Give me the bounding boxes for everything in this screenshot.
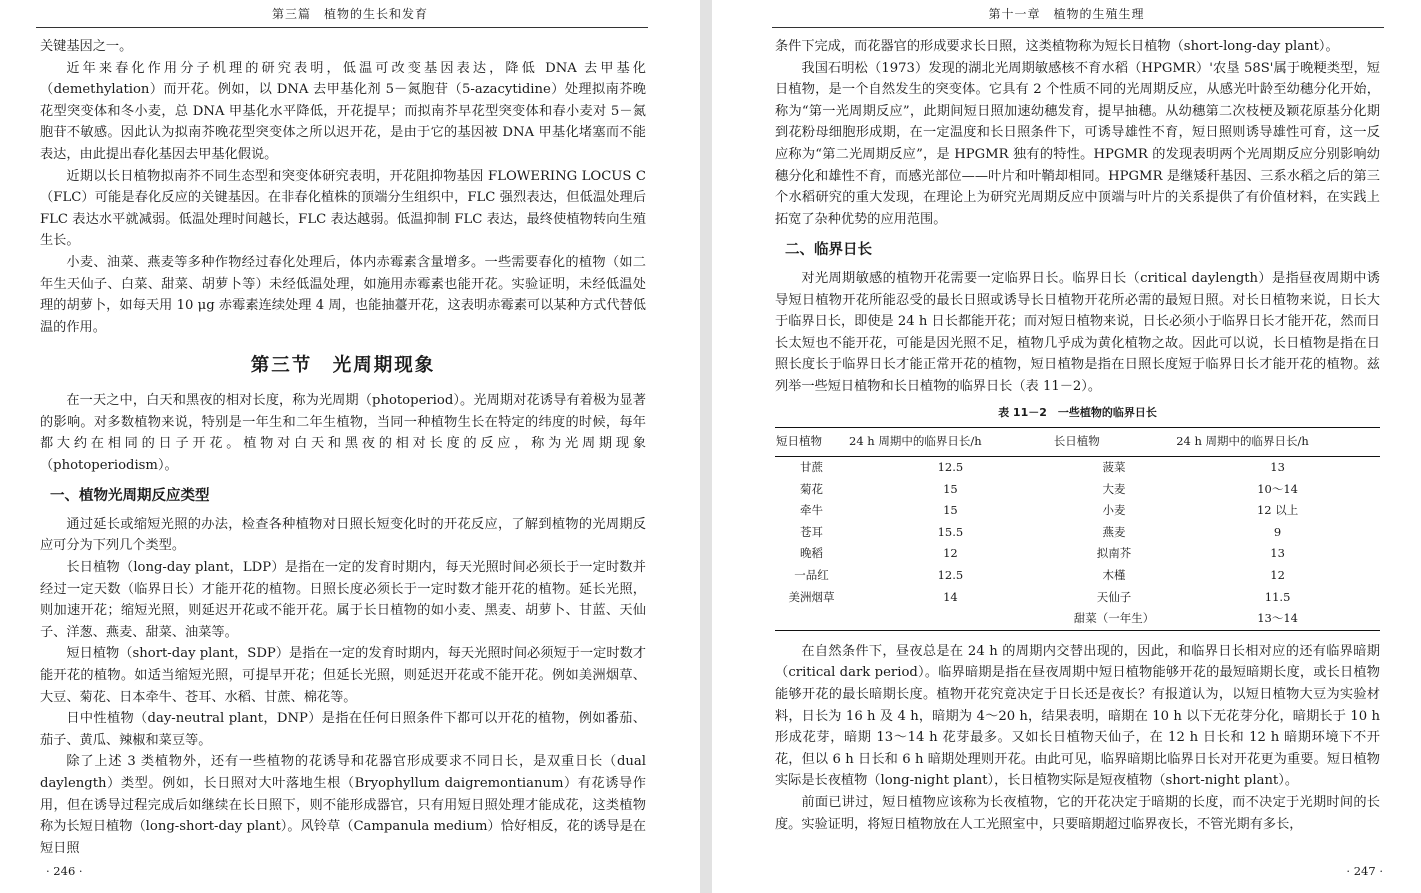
paragraph: 日中性植物（day-neutral plant，DNP）是指在任何日照条件下都可以开花的植物，例如番茄、茄子、黄瓜、辣椒和菜豆等。: [40, 711, 646, 748]
table-cell: 小麦: [1102, 503, 1126, 518]
column-header: 短日植物: [775, 428, 848, 457]
table-cell: 15: [943, 481, 958, 496]
table-cell: 拟南芥: [1096, 546, 1132, 561]
right-page: [712, 0, 1421, 893]
table-cell: 15.5: [937, 524, 964, 539]
table-cell: 12.5: [937, 460, 964, 475]
paragraph: 除了上述 3 类植物外，还有一些植物的花诱导和花器官形成要求不同日长，是双重日长（dual daylength）类型。例如，长日照对大叶落地生根（Bryophyllum daigremontianum）有花诱导作用，但在诱导过程完成后如继续在长日照下，则不能形成器官，只有用短日照处理才能成花，这类植物称为长短日植物（long-short-day plant）。风铃草（Campanula medium）恰好相反，花的诱导是在短日照: [40, 754, 646, 856]
running-header: 第三篇 植物的生长和发育: [271, 7, 428, 21]
header-rule: [772, 27, 1384, 28]
table-row: [775, 587, 1380, 609]
table-row: [775, 543, 1380, 565]
paragraph: 长日植物（long-day plant，LDP）是指在一定的发育时期内，每天光照时间必须长于一定时数并经过一定天数（临界日长）才能开花的植物。日照长度必须长于一定时数才能开花的植物。延长光照，则加速开花；缩短光照，则延迟开花或不能开花。属于长日植物的如小麦、黑麦、胡萝卜、甘蓝、天仙子、洋葱、燕麦、甜菜、油菜等。: [40, 560, 646, 640]
subsection-title: 一、植物光周期反应类型: [50, 488, 210, 505]
critical-daylength-table: [775, 427, 1380, 631]
table-cell: 14: [943, 589, 958, 604]
book-gutter: [700, 0, 712, 893]
table-cell: 12 以上: [1256, 503, 1299, 518]
paragraph: 小麦、油菜、燕麦等多种作物经过春化处理后，体内赤霉素含量增多。一些需要春化的植物（如二年生天仙子、白菜、甜菜、胡萝卜等）未经低温处理，如施用赤霉素也能开花。实验证明，未经低温处理的胡萝卜，如每天用 10 μg 赤霉素连续处理 4 周，也能抽薹开花，这表明赤霉素可以某种方式代替低温的作用。: [40, 254, 646, 335]
table-cell: 甜菜（一年生）: [1053, 608, 1175, 630]
table-row: [775, 500, 1380, 522]
table-cell: 木槿: [1102, 568, 1126, 583]
section-title: 第三节 光周期现象: [250, 355, 436, 377]
table-row: [775, 522, 1380, 544]
table-cell: 晚稻: [800, 546, 823, 561]
table-row: [775, 565, 1380, 587]
paragraph: 关键基因之一。: [40, 39, 133, 54]
column-header: 长日植物: [1053, 428, 1175, 457]
table-caption: 表 11－2 一些植物的临界日长: [998, 405, 1157, 419]
table-cell: 甘蔗: [800, 460, 823, 475]
table-cell: [775, 608, 848, 630]
table-header-row: [775, 428, 1380, 457]
page-number: · 247 ·: [1346, 864, 1383, 878]
table-cell: 12.5: [937, 568, 964, 583]
table-cell: 大麦: [1102, 481, 1126, 496]
table-cell: 13～14: [1175, 608, 1380, 630]
table-cell: 12: [1270, 568, 1285, 583]
table-cell: 燕麦: [1102, 524, 1126, 539]
table-cell: 菊花: [800, 481, 823, 496]
table-row: [775, 457, 1380, 479]
table-cell: 15: [943, 503, 958, 518]
paragraph: 在自然条件下，昼夜总是在 24 h 的周期内交替出现的，因此，和临界日长相对应的还有临界暗期（critical dark period）。临界暗期是指在昼夜周期中短日植物能够开花的最短暗期长度，或长日植物能够开花的最长暗期长度。植物开花究竟决定于日长还是夜长？有报道认为，以短日植物大豆为实验材料，日长为 16 h 及 4 h，暗期为 4～20 h，结果表明，暗期在 10 h 以下无花芽分化，暗期长于 10 h 形成花芽，暗期 13～14 h 花芽最多。又如长日植物天仙子，在 12 h 日长和 12 h 暗期环境下不开花，但以 6 h 日长和 6 h 暗期处理则开花。由此可见，临界暗期比临界日长对开花更为重要。短日植物实际是长夜植物（long-night plant），长日植物实际是短夜植物（short-night plant）。: [775, 643, 1380, 789]
table-cell: 13: [1270, 460, 1285, 475]
table-cell: 苍耳: [800, 524, 823, 539]
paragraph: 前面已讲过，短日植物应该称为长夜植物，它的开花决定于暗期的长度，而不决定于光期时间的长度。实验证明，将短日植物放在人工光照室中，只要暗期超过临界夜长，不管光期有多长，: [775, 795, 1380, 832]
table-cell: 菠菜: [1102, 460, 1126, 475]
paragraph: 近年来春化作用分子机理的研究表明，低温可改变基因表达，降低 DNA 去甲基化（demethylation）而开花。例如，以 DNA 去甲基化剂 5－氮胞苷（5-azacytidine）处理拟南芥晚花型突变体和冬小麦，总 DNA 甲基化水平降低，开花提早；而拟南芥早花型突变体和春小麦对 5－氮胞苷不敏感。因此认为拟南芥晚花型突变体之所以迟开花，是由于它的基因被 DNA 甲基化堵塞而不能表达，由此提出春化基因去甲基化假说。: [40, 60, 646, 162]
paragraph: 在一天之中，白天和黑夜的相对长度，称为光周期（photoperiod）。光周期对花诱导有着极为显著的影响。对多数植物来说，特别是一年生和二年生植物，当同一种植物生长在特定的纬度的时候，每年都大约在相同的日子开花。植物对白天和黑夜的相对长度的反应，称为光周期现象（photoperiodism）。: [40, 392, 646, 473]
table-cell: 9: [1273, 524, 1282, 539]
paragraph: 对光周期敏感的植物开花需要一定临界日长。临界日长（critical daylength）是指昼夜周期中诱导短日植物开花所能忍受的最长日照或诱导长日植物开花所必需的最短日照。对长日植物来说，日长大于临界日长，即使是 24 h 日长都能开花；而对短日植物来说，日长必须小于临界日长才能开花，然而日长太短也不能开花，可能是因光照不足，植物几乎成为黄化植物之故。因此可以说，长日植物是指在日照长度长于临界日长才能正常开花的植物，短日植物是指在日照长度短于临界日长才能开花的植物。兹列举一些短日植物和长日植物的临界日长（表 11－2）。: [775, 270, 1380, 394]
page-number: · 246 ·: [46, 864, 83, 878]
paragraph: 我国石明松（1973）发现的湖北光周期敏感核不育水稻（HPGMR）'农垦 58S'属于晚粳类型，短日植物，是一个自然发生的突变体。它具有 2 个性质不同的光周期反应，从感光叶龄至幼穗分化开始，称为“第一光周期反应”，此期间短日照加速幼穗发育，提早抽穗。从幼穗第二次枝梗及颖花原基分化期到花粉母细胞形成期，在一定温度和长日照条件下，可诱导雄性不育，短日照则诱导雄性可育，这一反应称为“第二光周期反应”，是 HPGMR 独有的特性。HPGMR 的发现表明两个光周期反应分别影响幼穗分化和雄性不育，而感光部位——叶片和叶鞘却相同。HPGMR 是继矮秆基因、三系水稻之后的第三个水稻研究的重大发现，在理论上为研究光周期反应中顶端与叶片的关系提供了有价值材料，在实践上拓宽了杂种优势的应用范围。: [775, 60, 1380, 227]
paragraph: 短日植物（short-day plant，SDP）是指在一定的发育时期内，每天光照时间必须短于一定时数才能开花的植物。如适当缩短光照，可提早开花；但延长光照，则延迟开花或不能开花。例如美洲烟草、大豆、菊花、日本牵牛、苍耳、水稻、甘蔗、棉花等。: [40, 646, 646, 705]
table-row: [775, 608, 1380, 630]
subsection-title: 二、临界日长: [785, 242, 872, 259]
table-cell: 牵牛: [800, 503, 823, 518]
table-cell: 12: [943, 546, 958, 561]
text-column: [775, 36, 1380, 835]
table-row: [775, 479, 1380, 501]
table-cell: 天仙子: [1096, 589, 1132, 604]
table-cell: 10～14: [1257, 481, 1298, 496]
table-body: [775, 457, 1380, 631]
table-cell: 美洲烟草: [788, 589, 835, 604]
running-header: 第十一章 植物的生殖生理: [988, 7, 1145, 21]
paragraph: 通过延长或缩短光照的办法，检查各种植物对日照长短变化时的开花反应，了解到植物的光周期反应可分为下列几个类型。: [40, 516, 646, 554]
header-rule: [36, 27, 648, 28]
table-cell: 13: [1270, 546, 1285, 561]
table-cell: 11.5: [1264, 589, 1291, 604]
table-cell: 一品红: [794, 568, 829, 583]
left-page: [0, 0, 700, 893]
paragraph: 条件下完成，而花器官的形成要求长日照，这类植物称为短长日植物（short-long-day plant）。: [775, 39, 1339, 54]
column-header: 24 h 周期中的临界日长/h: [1175, 428, 1380, 457]
table-cell: [848, 608, 1053, 630]
paragraph: 近期以长日植物拟南芥不同生态型和突变体研究表明，开花阻抑物基因 FLOWERING LOCUS C（FLC）可能是春化反应的关键基因。在非春化植株的顶端分生组织中，FLC 强烈表达，但低温处理后 FLC 表达水平就减弱。低温处理时间越长，FLC 表达越弱。低温抑制 FLC 表达，最终使植物转向生殖生长。: [40, 168, 646, 249]
column-header: 24 h 周期中的临界日长/h: [848, 428, 1053, 457]
text-column: [40, 36, 646, 859]
